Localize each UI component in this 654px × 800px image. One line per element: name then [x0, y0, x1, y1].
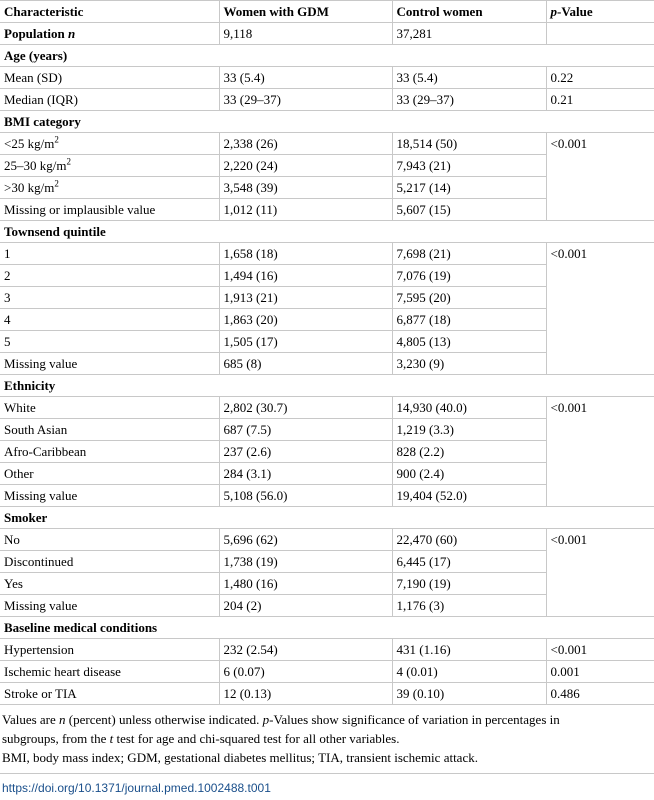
cell-gdm: 2,802 (30.7) — [219, 397, 392, 419]
footnote-line-3: BMI, body mass index; GDM, gestational diabetes mellitus; TIA, transient ischemic attack. — [2, 750, 478, 765]
cell-label: Yes — [0, 573, 219, 595]
cell-gdm: 6 (0.07) — [219, 661, 392, 683]
cell-control: 1,176 (3) — [392, 595, 546, 617]
cell-control: 39 (0.10) — [392, 683, 546, 705]
cell-control: 14,930 (40.0) — [392, 397, 546, 419]
cell-control: 900 (2.4) — [392, 463, 546, 485]
footnote-text: subgroups, from the — [2, 731, 110, 746]
cell-gdm: 1,494 (16) — [219, 265, 392, 287]
cell-gdm: 1,658 (18) — [219, 243, 392, 265]
cell-label: 4 — [0, 309, 219, 331]
cell-control: 7,698 (21) — [392, 243, 546, 265]
header-pvalue-suffix: -Value — [557, 4, 593, 19]
table-row — [0, 133, 654, 155]
section-row — [0, 375, 654, 397]
cell-gdm: 5,108 (56.0) — [219, 485, 392, 507]
cell-gdm: 3,548 (39) — [219, 177, 392, 199]
cell-p: <0.001 — [546, 529, 654, 617]
cell-label: 3 — [0, 287, 219, 309]
cell-p: 0.21 — [546, 89, 654, 111]
cell-gdm: 687 (7.5) — [219, 419, 392, 441]
cell-label: No — [0, 529, 219, 551]
section-townsend: Townsend quintile — [0, 221, 654, 243]
cell-label: Missing value — [0, 485, 219, 507]
cell-gdm: 33 (29–37) — [219, 89, 392, 111]
cell-label-text: 25–30 kg/m — [4, 158, 67, 173]
cell-gdm: 284 (3.1) — [219, 463, 392, 485]
population-control: 37,281 — [392, 23, 546, 45]
footnote-line-1 — [2, 710, 648, 729]
footnote-italic-n: n — [59, 712, 66, 727]
cell-gdm: 232 (2.54) — [219, 639, 392, 661]
cell-control: 6,445 (17) — [392, 551, 546, 573]
cell-gdm: 1,738 (19) — [219, 551, 392, 573]
cell-label: Hypertension — [0, 639, 219, 661]
header-pvalue — [546, 1, 654, 23]
cell-p: <0.001 — [546, 639, 654, 661]
population-label-n: n — [67, 26, 76, 41]
cell-control: 6,877 (18) — [392, 309, 546, 331]
cell-label: 5 — [0, 331, 219, 353]
cell-p: <0.001 — [546, 397, 654, 507]
section-row — [0, 507, 654, 529]
cell-p: 0.001 — [546, 661, 654, 683]
cell-control: 22,470 (60) — [392, 529, 546, 551]
cell-control: 7,076 (19) — [392, 265, 546, 287]
doi-link[interactable]: https://doi.org/10.1371/journal.pmed.1002488.t001 — [2, 781, 271, 795]
cell-label: Other — [0, 463, 219, 485]
table-row — [0, 661, 654, 683]
cell-label: 2 — [0, 265, 219, 287]
cell-label: Median (IQR) — [0, 89, 219, 111]
cell-label: Afro-Caribbean — [0, 441, 219, 463]
cell-p: 0.22 — [546, 67, 654, 89]
cell-control: 5,607 (15) — [392, 199, 546, 221]
section-row — [0, 45, 654, 67]
header-gdm: Women with GDM — [219, 1, 392, 23]
table-row — [0, 639, 654, 661]
table-row — [0, 67, 654, 89]
cell-control: 7,190 (19) — [392, 573, 546, 595]
cell-control: 828 (2.2) — [392, 441, 546, 463]
cell-control: 431 (1.16) — [392, 639, 546, 661]
population-label — [0, 23, 219, 45]
population-label-text: Population — [4, 26, 68, 41]
cell-label — [0, 155, 219, 177]
cell-label-text: <25 kg/m — [4, 136, 55, 151]
footnote-text: Values are — [2, 712, 60, 727]
cell-p: 0.486 — [546, 683, 654, 705]
cell-label: White — [0, 397, 219, 419]
section-row — [0, 617, 654, 639]
cell-control: 4 (0.01) — [392, 661, 546, 683]
cell-label-sup: 2 — [54, 134, 59, 145]
divider — [0, 773, 654, 774]
table-footnote — [2, 710, 648, 767]
header-control: Control women — [392, 1, 546, 23]
table-row — [0, 23, 654, 45]
cell-control: 33 (5.4) — [392, 67, 546, 89]
section-row — [0, 221, 654, 243]
cell-label — [0, 177, 219, 199]
cell-gdm: 1,012 (11) — [219, 199, 392, 221]
cell-label: South Asian — [0, 419, 219, 441]
cell-label: Missing or implausible value — [0, 199, 219, 221]
cell-p: <0.001 — [546, 243, 654, 375]
cell-label-text: >30 kg/m — [4, 180, 55, 195]
population-gdm: 9,118 — [219, 23, 392, 45]
cell-control: 33 (29–37) — [392, 89, 546, 111]
cell-control: 4,805 (13) — [392, 331, 546, 353]
section-smoker: Smoker — [0, 507, 654, 529]
cell-label: Mean (SD) — [0, 67, 219, 89]
table-row — [0, 243, 654, 265]
cell-gdm: 2,338 (26) — [219, 133, 392, 155]
header-pvalue-p: p — [550, 4, 557, 19]
cell-gdm: 1,863 (20) — [219, 309, 392, 331]
cell-control: 1,219 (3.3) — [392, 419, 546, 441]
cell-gdm: 685 (8) — [219, 353, 392, 375]
cell-control: 7,595 (20) — [392, 287, 546, 309]
cell-label-sup: 2 — [66, 156, 71, 167]
cell-control: 18,514 (50) — [392, 133, 546, 155]
section-baseline: Baseline medical conditions — [0, 617, 654, 639]
header-characteristic: Characteristic — [0, 1, 219, 23]
section-ethnicity: Ethnicity — [0, 375, 654, 397]
cell-gdm: 1,505 (17) — [219, 331, 392, 353]
section-row — [0, 111, 654, 133]
cell-control: 7,943 (21) — [392, 155, 546, 177]
cell-label: Missing value — [0, 353, 219, 375]
section-bmi: BMI category — [0, 111, 654, 133]
footnote-text: -Values show significance of variation in percentages in — [269, 712, 560, 727]
cell-gdm: 237 (2.6) — [219, 441, 392, 463]
cell-label: Ischemic heart disease — [0, 661, 219, 683]
footnote-italic-t: t — [109, 731, 114, 746]
cell-gdm: 5,696 (62) — [219, 529, 392, 551]
footnote-text: test for age and chi-squared test for all other variables. — [113, 731, 400, 746]
footnote-text: (percent) unless otherwise indicated. — [65, 712, 263, 727]
cell-gdm: 2,220 (24) — [219, 155, 392, 177]
section-age: Age (years) — [0, 45, 654, 67]
cell-label: Stroke or TIA — [0, 683, 219, 705]
cell-p: <0.001 — [546, 133, 654, 221]
population-p — [546, 23, 654, 45]
footnote-italic-p: p — [262, 712, 270, 727]
table-row — [0, 397, 654, 419]
cell-control: 3,230 (9) — [392, 353, 546, 375]
footnote-line-2 — [2, 729, 648, 748]
cell-label — [0, 133, 219, 155]
cell-gdm: 1,913 (21) — [219, 287, 392, 309]
cell-gdm: 12 (0.13) — [219, 683, 392, 705]
cell-label: Missing value — [0, 595, 219, 617]
cell-label-sup: 2 — [54, 178, 59, 189]
table-row — [0, 529, 654, 551]
table-row — [0, 89, 654, 111]
header-row — [0, 1, 654, 23]
cell-gdm: 1,480 (16) — [219, 573, 392, 595]
table-row — [0, 683, 654, 705]
cell-gdm: 204 (2) — [219, 595, 392, 617]
cell-control: 19,404 (52.0) — [392, 485, 546, 507]
cell-label: Discontinued — [0, 551, 219, 573]
cell-gdm: 33 (5.4) — [219, 67, 392, 89]
cell-label: 1 — [0, 243, 219, 265]
cell-control: 5,217 (14) — [392, 177, 546, 199]
